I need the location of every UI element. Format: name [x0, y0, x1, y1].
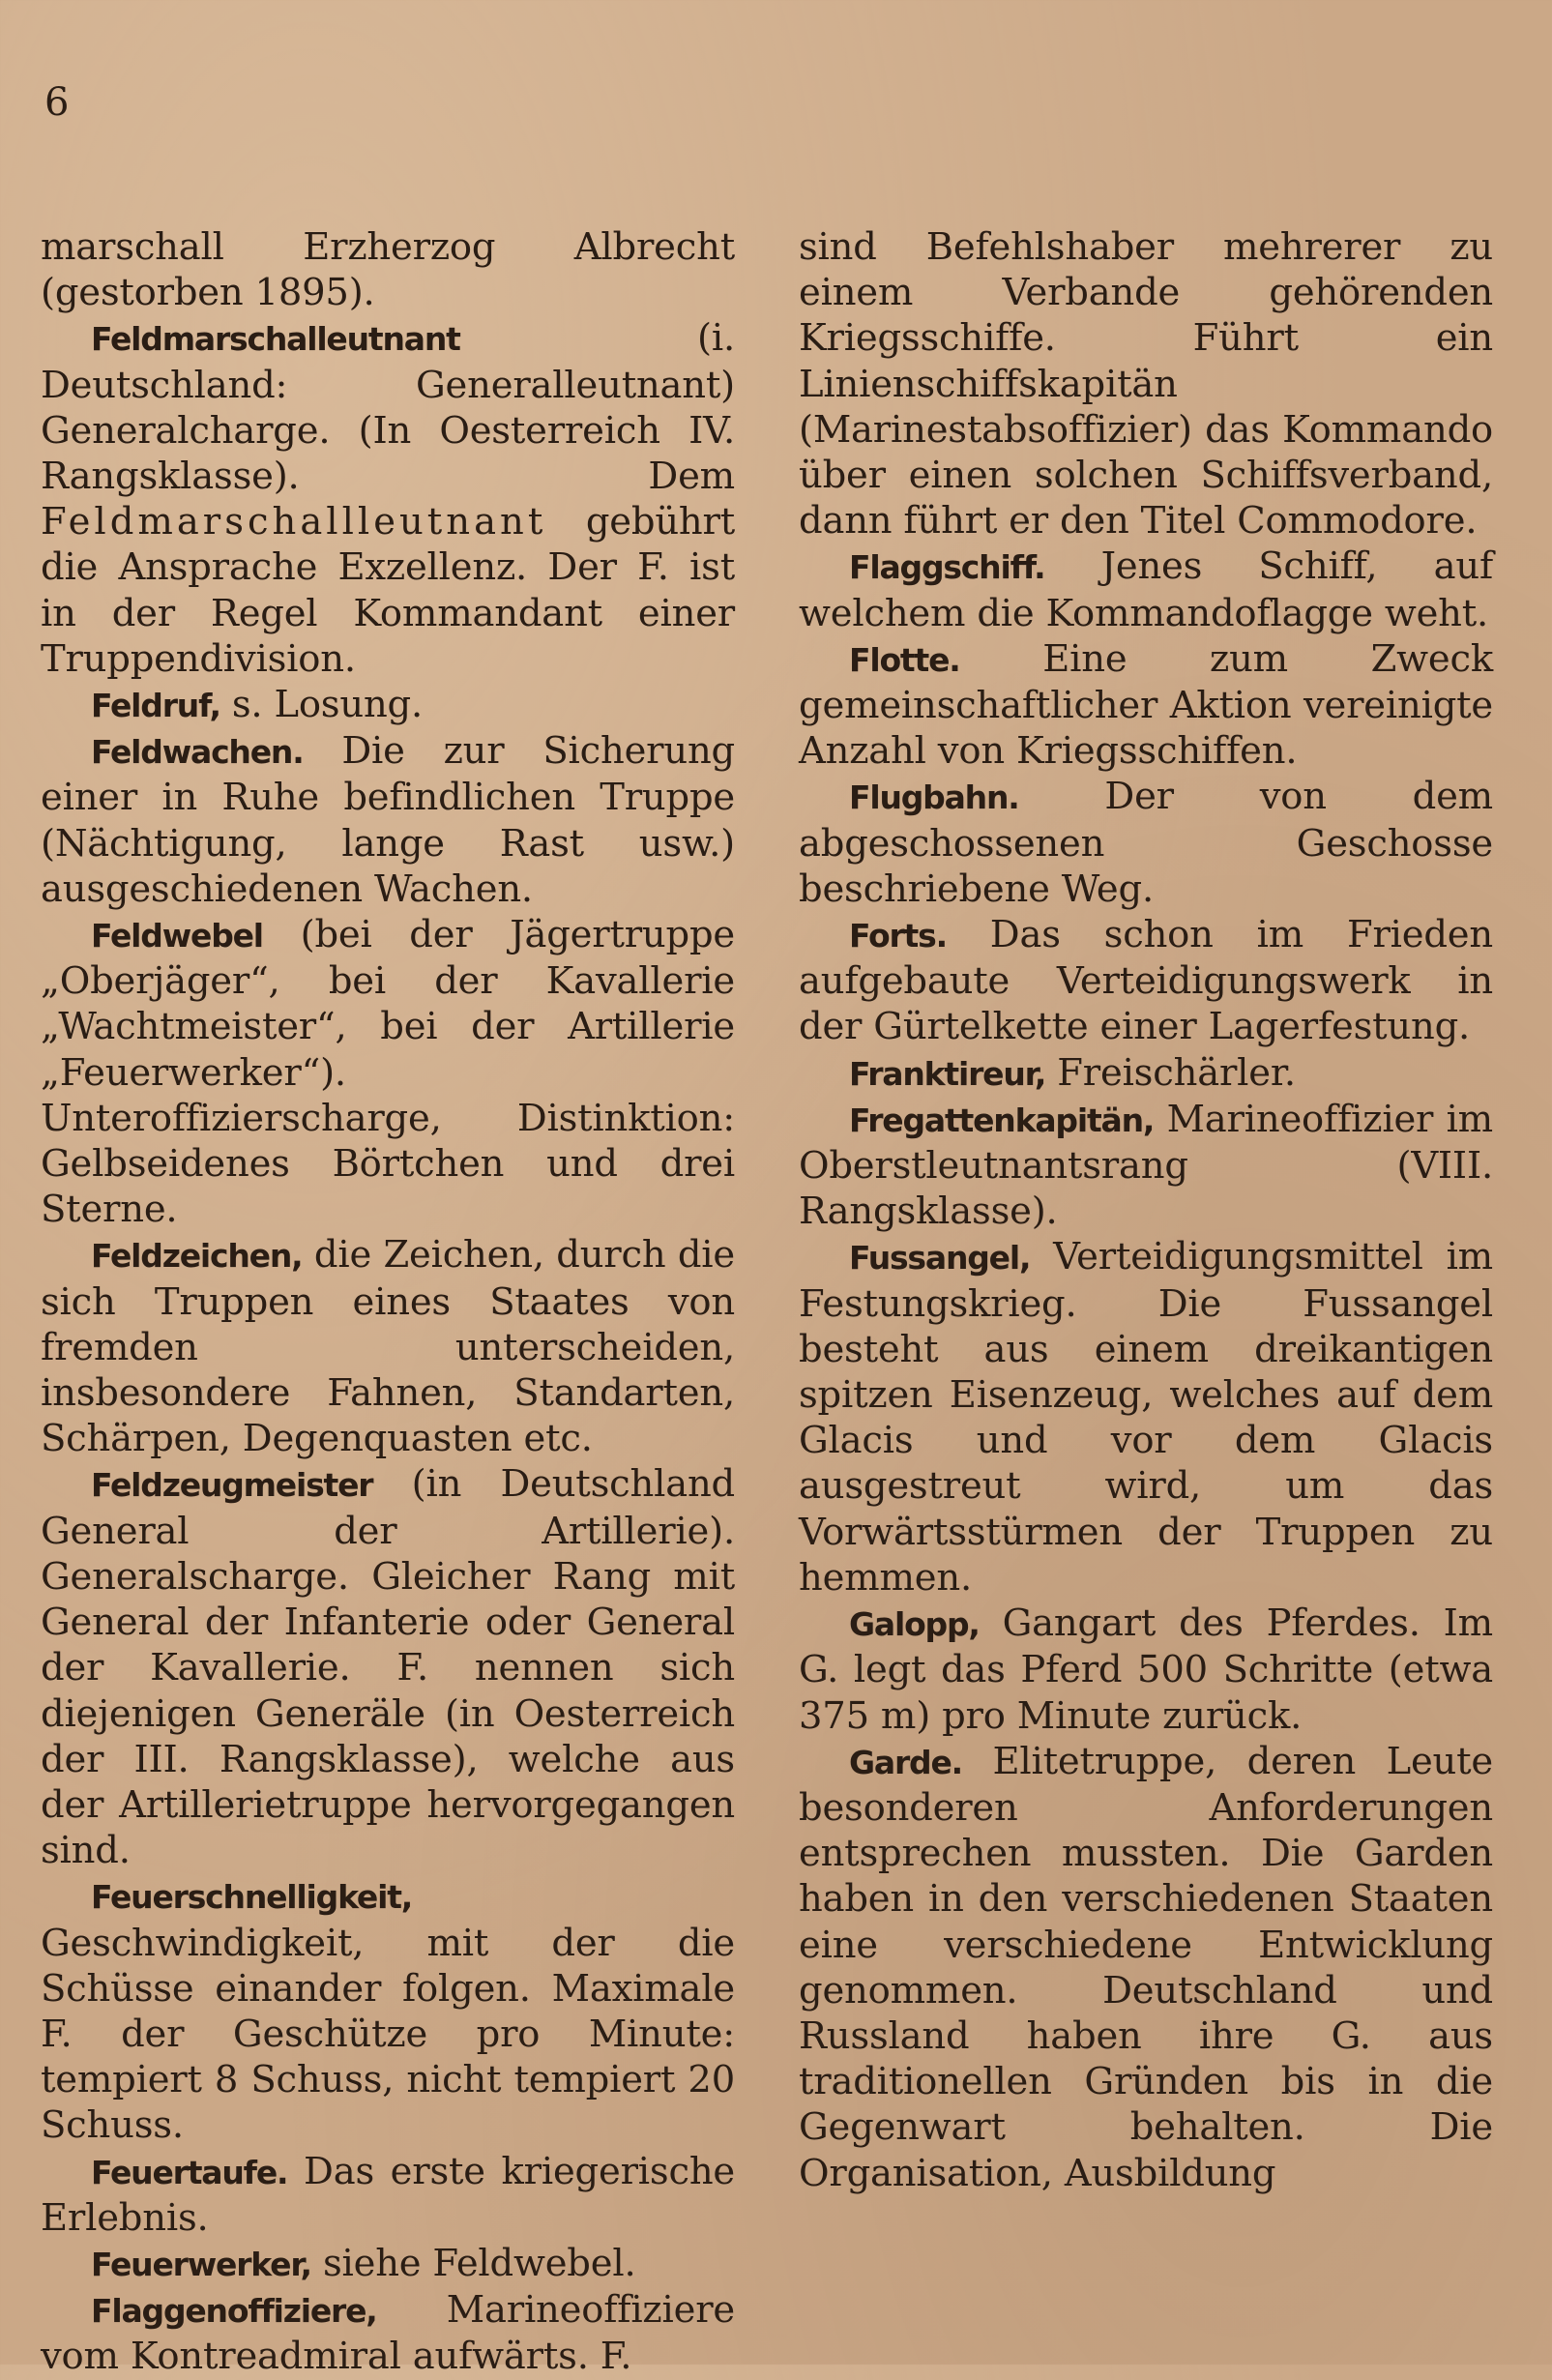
dictionary-entry: [41, 224, 735, 315]
entry-term: Franktireur,: [849, 1054, 1046, 1093]
dictionary-entry: [799, 1739, 1493, 2196]
entry-text: Freischärler.: [1057, 1050, 1296, 1095]
entry-term: Fussangel,: [849, 1239, 1031, 1278]
dictionary-entry: [799, 1234, 1493, 1601]
dictionary-entry: [41, 1232, 735, 1461]
dictionary-entry: [41, 1461, 735, 1873]
dictionary-entry: [799, 544, 1493, 635]
dictionary-entry: [41, 1873, 735, 2148]
entry-emphasis: Feldmarschallleutnant: [41, 500, 547, 544]
dictionary-entry: [799, 1601, 1493, 1739]
dictionary-entry: [41, 2241, 735, 2287]
right-column: [799, 224, 1493, 2333]
entry-term: Flaggschiff.: [849, 548, 1045, 587]
entry-text: Verteidigungsmittel im Festungskrieg. Die Fussangel besteht aus einem dreikantigen spitzen Eisenzeug, welches auf dem Glacis und vor dem Glacis ausgestreut wird, um das Vorwärtsstürmen der Truppen zu hemmen.: [799, 1235, 1493, 1600]
entry-term: Galopp,: [849, 1605, 980, 1644]
entry-text: gebührt die Ansprache Exzellenz. Der F. ist in der Regel Kommandant einer Truppendivision.: [41, 500, 735, 681]
entry-term: Forts.: [849, 917, 947, 955]
entry-term: Feuertaufe.: [91, 2153, 288, 2191]
entry-text: siehe Feldwebel.: [322, 2241, 636, 2285]
left-column: [41, 224, 736, 2379]
entry-text: sind Befehlshaber mehrerer zu einem Verbande gehörenden Kriegsschiffe. Führt ein Linienschiffskapitän (Marinestabsoffizier) das Kommando über einen solchen Schiffsverband, dann führt er den Titel Commodore.: [799, 225, 1493, 544]
entry-text: marschall Erzherzog Albrecht (gestorben 1895).: [41, 225, 735, 315]
entry-term: Flotte.: [849, 640, 960, 679]
entry-term: Feldzeugmeister: [91, 1466, 373, 1505]
entry-text: Der von dem abgeschossenen Geschosse beschriebene Weg.: [799, 775, 1493, 911]
dictionary-entry: [799, 912, 1493, 1050]
entry-term: Flaggenoffiziere,: [91, 2292, 377, 2331]
entry-text: s. Losung.: [231, 683, 424, 727]
entry-text: (i. Deutschland: Generalleutnant) Generalcharge. (In Oesterreich IV. Rangsklasse). Dem: [41, 316, 735, 499]
entry-term: Fregattenkapitän,: [849, 1101, 1155, 1139]
page-number: 6: [44, 80, 70, 125]
entry-text: Marineoffiziere vom Kontreadmiral aufwärts. F.: [41, 2288, 735, 2379]
dictionary-entry: [41, 315, 735, 682]
dictionary-entry: [41, 728, 735, 912]
entry-text: die Zeichen, durch die sich Truppen eines Staates von fremden unterscheiden, insbesondere Fahnen, Standarten, Schärpen, Degenquasten etc.: [41, 1233, 735, 1461]
entry-term: Feuerwerker,: [91, 2245, 311, 2283]
dictionary-entry: [41, 682, 735, 728]
entry-text: Jenes Schiff, auf welchem die Kommandoflagge weht.: [799, 544, 1493, 635]
entry-term: Feldwebel: [91, 917, 263, 955]
entry-text: Das erste kriegerische Erlebnis.: [41, 2149, 736, 2240]
entry-term: Feldmarschalleutnant: [91, 320, 460, 359]
entry-text: Die zur Sicherung einer in Ruhe befindlichen Truppe (Nächtigung, lange Rast usw.) ausgeschiedenen Wachen.: [41, 729, 735, 911]
entry-text: Geschwindigkeit, mit der die Schüsse einander folgen. Maximale F. der Geschütze pro Minute: tempiert 8 Schuss, nicht tempiert 20 Schuss.: [41, 1921, 735, 2148]
entry-text: (in Deutschland General der Artillerie). Generalscharge. Gleicher Rang mit General der Infanterie oder General der Kavallerie. F. nennen sich diejenigen Generäle (in Oesterreich der III. Rangsklasse), welche aus der Artillerietruppe hervorgegangen sind.: [41, 1462, 735, 1873]
dictionary-entry: [799, 224, 1493, 544]
entry-text: Elitetruppe, deren Leute besonderen Anforderungen entsprechen mussten. Die Garden haben in den verschiedenen Staaten eine verschiedene Entwicklung genommen. Deutschland und Russland haben ihre G. aus traditionellen Gründen bis in die Gegenwart behalten. Die Organisation, Ausbildung: [799, 1739, 1493, 2195]
dictionary-entry: [41, 912, 735, 1232]
entry-term: Feldwachen.: [91, 733, 304, 772]
entry-term: Feuerschnelligkeit,: [91, 1878, 413, 1917]
entry-text: (bei der Jägertruppe „Oberjäger“, bei der Kavallerie „Wachtmeister“, bei der Artillerie „Feuerwerker“). Unteroffizierscharge, Distinktion: Gelbseidenes Börtchen und drei Sterne.: [41, 913, 735, 1232]
entry-term: Feldruf,: [91, 687, 220, 725]
dictionary-entry: [799, 774, 1493, 912]
dictionary-entry: [41, 2287, 735, 2379]
entry-text: Das schon im Frieden aufgebaute Verteidigungswerk in der Gürtelkette einer Lagerfestung.: [799, 913, 1493, 1049]
dictionary-entry: [799, 1097, 1493, 1235]
entry-term: Garde.: [849, 1743, 962, 1781]
dictionary-entry: [799, 1050, 1493, 1097]
entry-term: Flugbahn.: [849, 779, 1019, 817]
entry-text: Gangart des Pferdes. Im G. legt das Pferd 500 Schritte (etwa 375 m) pro Minute zurück.: [799, 1601, 1493, 1738]
entry-text: Eine zum Zweck gemeinschaftlicher Aktion vereinigte Anzahl von Kriegsschiffen.: [799, 636, 1493, 774]
entry-term: Feldzeichen,: [91, 1237, 303, 1276]
dictionary-entry: [799, 636, 1493, 775]
entry-text: Marineoffizier im Oberstleutnantsrang (VIII. Rangsklasse).: [799, 1097, 1493, 1234]
dictionary-entry: [41, 2149, 735, 2241]
